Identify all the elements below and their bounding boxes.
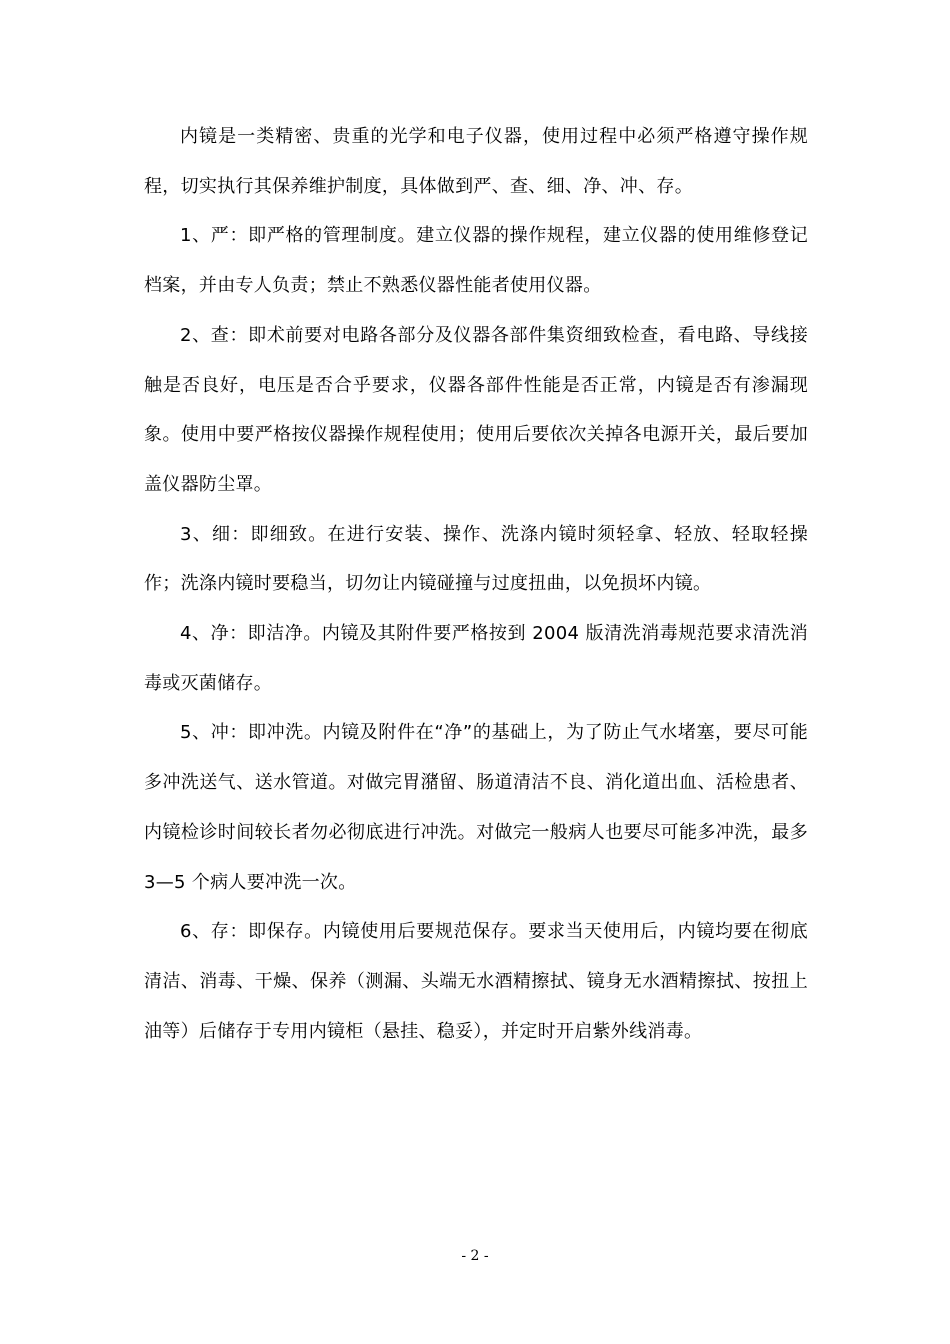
paragraph-strict: 1、严：即严格的管理制度。建立仪器的操作规程，建立仪器的使用维修登记档案，并由专人负责；禁止不熟悉仪器性能者使用仪器。 bbox=[144, 225, 808, 297]
paragraph-check: 2、查：即术前要对电路各部分及仪器各部件集资细致检查，看电路、导线接触是否良好，电压是否合乎要求，仪器各部件性能是否正常，内镜是否有渗漏现象。使用中要严格按仪器操作规程使用；使用后要依次关掉各电源开关，最后要加盖仪器防尘罩。 bbox=[144, 324, 808, 495]
paragraph-flush: 5、冲：即冲洗。内镜及附件在“净”的基础上，为了防止气水堵塞，要尽可能多冲洗送气、送水管道。对做完胃潴留、肠道清洁不良、消化道出血、活检患者、内镜检诊时间较长者勿必彻底进行冲洗。对做完一般病人也要尽可能多冲洗，最多 3—5 个病人要冲洗一次。 bbox=[144, 722, 808, 893]
paragraph-clean: 4、净：即洁净。内镜及其附件要严格按到 2004 版清洗消毒规范要求清洗消毒或灭菌储存。 bbox=[144, 623, 808, 694]
paragraph-careful: 3、细：即细致。在进行安装、操作、洗涤内镜时须轻拿、轻放、轻取轻操作；洗涤内镜时要稳当，切勿让内镜碰撞与过度扭曲，以免损坏内镜。 bbox=[144, 523, 808, 595]
intro-paragraph: 内镜是一类精密、贵重的光学和电子仪器，使用过程中必须严格遵守操作规程，切实执行其保养维护制度，具体做到严、查、细、净、冲、存。 bbox=[144, 126, 808, 197]
paragraph-store: 6、存：即保存。内镜使用后要规范保存。要求当天使用后，内镜均要在彻底清洁、消毒、干燥、保养（测漏、头端无水酒精擦拭、镜身无水酒精擦拭、按扭上油等）后储存于专用内镜柜（悬挂、稳妥），并定时开启紫外线消毒。 bbox=[144, 921, 808, 1042]
document-body bbox=[144, 112, 808, 1056]
page-number: - 2 - bbox=[461, 1248, 489, 1264]
